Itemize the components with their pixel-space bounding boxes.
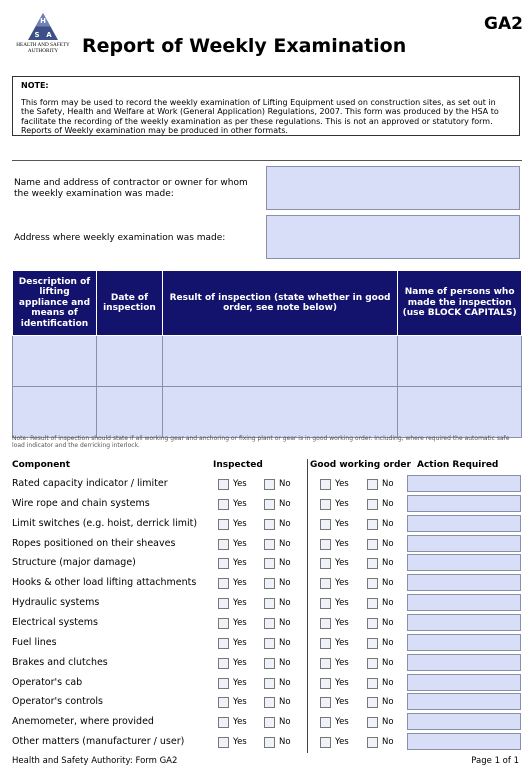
- no-label: No: [279, 617, 291, 628]
- yes-label: Yes: [233, 637, 247, 648]
- no-label: No: [382, 479, 394, 489]
- col-date: Date of inspection: [96, 271, 162, 336]
- no-label: No: [382, 637, 394, 648]
- footer-left: Health and Safety Authority: Form GA2: [12, 756, 178, 766]
- component-label: Brakes and clutches: [12, 656, 108, 668]
- action-required-field[interactable]: [407, 515, 521, 532]
- no-label: No: [279, 737, 291, 748]
- cell-input[interactable]: [398, 336, 522, 387]
- inspected-yes-checkbox[interactable]: [218, 558, 229, 569]
- note-box: [12, 76, 520, 136]
- component-label: Other matters (manufacturer / user): [12, 736, 185, 748]
- good-yes-checkbox[interactable]: [320, 638, 331, 649]
- yes-label: Yes: [233, 538, 247, 549]
- component-label: Structure (major damage): [12, 557, 136, 569]
- good-no-checkbox[interactable]: [367, 658, 378, 669]
- checklist-row: [12, 535, 524, 555]
- no-label: No: [279, 498, 291, 509]
- header-good-order: Good working order: [310, 460, 411, 470]
- component-label: Operator's controls: [12, 696, 103, 708]
- inspected-no-checkbox[interactable]: [264, 499, 275, 510]
- no-label: No: [382, 657, 394, 668]
- table-row: [13, 336, 522, 387]
- component-label: Anemometer, where provided: [12, 716, 154, 728]
- no-label: No: [382, 717, 394, 728]
- no-label: No: [279, 578, 291, 589]
- action-required-field[interactable]: [407, 574, 521, 591]
- checklist-row: [12, 713, 524, 733]
- good-yes-checkbox[interactable]: [320, 499, 331, 510]
- inspected-yes-checkbox[interactable]: [218, 678, 229, 689]
- yes-label: Yes: [335, 677, 349, 688]
- action-required-field[interactable]: [407, 713, 521, 730]
- good-yes-checkbox[interactable]: [320, 737, 331, 748]
- no-label: No: [279, 697, 291, 708]
- inspected-no-checkbox[interactable]: [264, 697, 275, 708]
- inspected-yes-checkbox[interactable]: [218, 737, 229, 748]
- checklist-row: [12, 495, 524, 515]
- hsa-logo-icon: [8, 12, 78, 42]
- form-code: GA2: [484, 14, 523, 34]
- yes-label: Yes: [233, 677, 247, 688]
- checklist-row: [12, 614, 524, 634]
- no-label: No: [279, 558, 291, 569]
- good-yes-checkbox[interactable]: [320, 539, 331, 550]
- yes-label: Yes: [335, 479, 349, 489]
- component-label: Ropes positioned on their sheaves: [12, 537, 176, 549]
- inspected-no-checkbox[interactable]: [264, 717, 275, 728]
- table-row: [13, 387, 522, 438]
- cell-input[interactable]: [398, 387, 522, 438]
- yes-label: Yes: [335, 578, 349, 589]
- inspected-no-checkbox[interactable]: [264, 539, 275, 550]
- no-label: No: [382, 538, 394, 549]
- good-yes-checkbox[interactable]: [320, 578, 331, 589]
- yes-label: Yes: [335, 518, 349, 529]
- good-yes-checkbox[interactable]: [320, 618, 331, 629]
- yes-label: Yes: [335, 538, 349, 549]
- inspected-no-checkbox[interactable]: [264, 638, 275, 649]
- action-required-field[interactable]: [407, 634, 521, 651]
- footer-right: Page 1 of 1: [471, 756, 519, 766]
- checklist-row: [12, 515, 524, 535]
- page-title: Report of Weekly Examination: [82, 35, 407, 57]
- inspected-yes-checkbox[interactable]: [218, 499, 229, 510]
- good-yes-checkbox[interactable]: [320, 479, 331, 490]
- inspected-yes-checkbox[interactable]: [218, 717, 229, 728]
- checklist-row: [12, 733, 524, 753]
- no-label: No: [279, 479, 291, 489]
- no-label: No: [382, 737, 394, 748]
- good-yes-checkbox[interactable]: [320, 519, 331, 530]
- component-label: Hydraulic systems: [12, 597, 100, 609]
- yes-label: Yes: [233, 657, 247, 668]
- action-required-field[interactable]: [407, 614, 521, 631]
- no-label: No: [279, 677, 291, 688]
- header-action: Action Required: [417, 460, 499, 470]
- address-label: Address where weekly examination was made:: [14, 233, 226, 243]
- good-no-checkbox[interactable]: [367, 578, 378, 589]
- good-no-checkbox[interactable]: [367, 558, 378, 569]
- action-required-field[interactable]: [407, 535, 521, 552]
- svg-text:A: A: [46, 31, 52, 39]
- inspection-table: [12, 270, 522, 438]
- action-required-field[interactable]: [407, 475, 521, 492]
- cell-input[interactable]: [162, 387, 397, 438]
- no-label: No: [279, 717, 291, 728]
- action-required-field[interactable]: [407, 674, 521, 691]
- inspected-yes-checkbox[interactable]: [218, 479, 229, 490]
- svg-text:H: H: [40, 17, 46, 25]
- no-label: No: [382, 617, 394, 628]
- no-label: No: [279, 657, 291, 668]
- action-required-field[interactable]: [407, 554, 521, 571]
- checklist-row: [12, 654, 524, 674]
- component-label: Fuel lines: [12, 636, 57, 648]
- good-no-checkbox[interactable]: [367, 499, 378, 510]
- yes-label: Yes: [233, 479, 247, 489]
- col-names: Name of persons who made the inspection (use BLOCK CAPITALS): [398, 271, 522, 336]
- good-no-checkbox[interactable]: [367, 539, 378, 550]
- component-label: Operator's cab: [12, 676, 83, 688]
- yes-label: Yes: [233, 598, 247, 609]
- inspected-yes-checkbox[interactable]: [218, 519, 229, 530]
- good-yes-checkbox[interactable]: [320, 678, 331, 689]
- good-no-checkbox[interactable]: [367, 479, 378, 490]
- table-note: Note: Result of inspection should state if all working gear and anchoring or fixing plant or gear is in good working order. Including, where required the automatic safe load indicator and the derricking interlock.: [12, 435, 510, 449]
- no-label: No: [382, 578, 394, 589]
- svg-text:S: S: [34, 31, 40, 39]
- yes-label: Yes: [233, 737, 247, 748]
- no-label: No: [382, 518, 394, 529]
- note-text: This form may be used to record the weekly examination of Lifting Equipment used on construction sites, as set out in the Safety, Health and Welfare at Work (General Application) Regulations, 2007. This form was produced by the HSA to facilitate the recording of the weekly examination as per these regulations. This is not an approved or statutory form. Reports of Weekly examination may be produced in other formats.: [21, 97, 499, 135]
- component-label: Electrical systems: [12, 616, 98, 628]
- yes-label: Yes: [233, 717, 247, 728]
- inspected-no-checkbox[interactable]: [264, 598, 275, 609]
- cell-input[interactable]: [162, 336, 397, 387]
- checklist-row: [12, 693, 524, 713]
- checklist-row: [12, 674, 524, 694]
- inspected-yes-checkbox[interactable]: [218, 697, 229, 708]
- inspected-yes-checkbox[interactable]: [218, 539, 229, 550]
- inspected-yes-checkbox[interactable]: [218, 578, 229, 589]
- address-field[interactable]: [266, 215, 520, 259]
- yes-label: Yes: [335, 737, 349, 748]
- checklist-row: [12, 554, 524, 574]
- good-no-checkbox[interactable]: [367, 519, 378, 530]
- component-label: Wire rope and chain systems: [12, 497, 150, 509]
- col-description: Description of lifting appliance and means of identification: [13, 271, 97, 336]
- no-label: No: [279, 538, 291, 549]
- inspected-no-checkbox[interactable]: [264, 578, 275, 589]
- inspected-no-checkbox[interactable]: [264, 479, 275, 490]
- good-yes-checkbox[interactable]: [320, 558, 331, 569]
- inspected-yes-checkbox[interactable]: [218, 618, 229, 629]
- logo-text: HEALTH AND SAFETY AUTHORITY: [16, 42, 70, 54]
- good-yes-checkbox[interactable]: [320, 658, 331, 669]
- good-no-checkbox[interactable]: [367, 678, 378, 689]
- checklist-row: [12, 574, 524, 594]
- cell-input[interactable]: [96, 387, 162, 438]
- hsa-logo: [8, 12, 78, 60]
- good-yes-checkbox[interactable]: [320, 598, 331, 609]
- inspected-no-checkbox[interactable]: [264, 737, 275, 748]
- inspected-no-checkbox[interactable]: [264, 618, 275, 629]
- col-result: Result of inspection (state whether in good order, see note below): [162, 271, 397, 336]
- checklist-row: [12, 594, 524, 614]
- note-heading: NOTE:: [21, 81, 49, 90]
- yes-label: Yes: [233, 578, 247, 589]
- good-no-checkbox[interactable]: [367, 717, 378, 728]
- cell-input[interactable]: [13, 336, 97, 387]
- good-no-checkbox[interactable]: [367, 737, 378, 748]
- yes-label: Yes: [233, 617, 247, 628]
- inspected-yes-checkbox[interactable]: [218, 598, 229, 609]
- yes-label: Yes: [335, 617, 349, 628]
- checklist-row: [12, 475, 524, 495]
- action-required-field[interactable]: [407, 654, 521, 671]
- yes-label: Yes: [233, 498, 247, 509]
- good-yes-checkbox[interactable]: [320, 717, 331, 728]
- action-required-field[interactable]: [407, 733, 521, 750]
- component-label: Rated capacity indicator / limiter: [12, 478, 168, 489]
- inspected-yes-checkbox[interactable]: [218, 658, 229, 669]
- cell-input[interactable]: [96, 336, 162, 387]
- yes-label: Yes: [335, 657, 349, 668]
- checklist-row: [12, 634, 524, 654]
- yes-label: Yes: [335, 598, 349, 609]
- yes-label: Yes: [233, 518, 247, 529]
- table-header: [13, 271, 522, 336]
- component-label: Hooks & other load lifting attachments: [12, 577, 197, 589]
- yes-label: Yes: [233, 558, 247, 569]
- no-label: No: [279, 598, 291, 609]
- contractor-label: Name and address of contractor or owner for whom the weekly examination was made:: [14, 178, 248, 199]
- action-required-field[interactable]: [407, 495, 521, 512]
- inspected-no-checkbox[interactable]: [264, 519, 275, 530]
- action-required-field[interactable]: [407, 594, 521, 611]
- contractor-field[interactable]: [266, 166, 520, 210]
- yes-label: Yes: [335, 637, 349, 648]
- good-no-checkbox[interactable]: [367, 618, 378, 629]
- inspected-no-checkbox[interactable]: [264, 658, 275, 669]
- header-inspected: Inspected: [213, 460, 263, 470]
- action-required-field[interactable]: [407, 693, 521, 710]
- yes-label: Yes: [335, 498, 349, 509]
- no-label: No: [382, 677, 394, 688]
- component-label: Limit switches (e.g. hoist, derrick limit): [12, 517, 198, 529]
- no-label: No: [279, 637, 291, 648]
- no-label: No: [382, 697, 394, 708]
- good-yes-checkbox[interactable]: [320, 697, 331, 708]
- header-component: Component: [12, 460, 71, 470]
- good-no-checkbox[interactable]: [367, 638, 378, 649]
- good-no-checkbox[interactable]: [367, 598, 378, 609]
- no-label: No: [382, 558, 394, 569]
- no-label: No: [279, 518, 291, 529]
- yes-label: Yes: [233, 697, 247, 708]
- yes-label: Yes: [335, 717, 349, 728]
- cell-input[interactable]: [13, 387, 97, 438]
- inspected-no-checkbox[interactable]: [264, 678, 275, 689]
- no-label: No: [382, 498, 394, 509]
- no-label: No: [382, 598, 394, 609]
- yes-label: Yes: [335, 558, 349, 569]
- inspected-yes-checkbox[interactable]: [218, 638, 229, 649]
- good-no-checkbox[interactable]: [367, 697, 378, 708]
- yes-label: Yes: [335, 697, 349, 708]
- divider: [12, 160, 522, 161]
- inspected-no-checkbox[interactable]: [264, 558, 275, 569]
